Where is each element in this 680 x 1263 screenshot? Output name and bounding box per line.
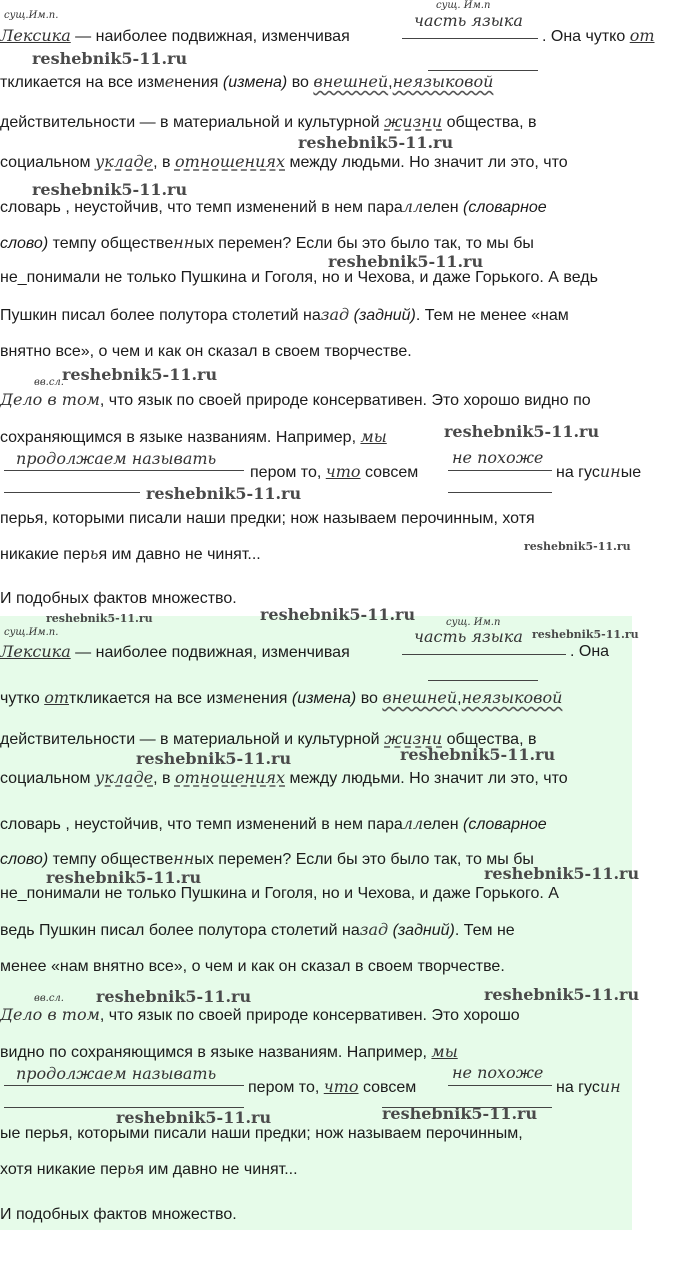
watermark: reshebnik5-11.ru [484, 864, 640, 883]
paragraph-line: действительности — в материальной и культурной жизни общества, в [0, 112, 537, 131]
paragraph-line: пером то, что совсем [248, 1077, 417, 1096]
watermark: reshebnik5-11.ru [146, 484, 302, 503]
word-otnosheniyah: отношениях [174, 768, 286, 787]
watermark: reshebnik5-11.ru [96, 987, 252, 1006]
word-ot: от [44, 688, 69, 707]
paragraph-line: словарь , неустойчив, что темп изменений в нем параллелен (словарное [0, 197, 547, 216]
word-chto: что [325, 462, 361, 481]
word-delo-v-tom: Дело в том [0, 390, 100, 409]
paragraph-line: . Она [570, 643, 610, 660]
paragraph-line: на гусин [556, 1077, 621, 1096]
word-ne-pohozhe: не похоже [452, 448, 544, 467]
annotation-intro: вв.сл. [34, 993, 64, 1004]
word-leksika: Лексика [0, 642, 71, 661]
word-prodolzhaem: продолжаем называть [16, 449, 217, 468]
paragraph-line: чутко отткликается на все изменения (измена) во внешней,неязыковой [0, 688, 563, 707]
paragraph-line: слово) темпу общественных перемен? Если бы это было так, то мы бы [0, 849, 534, 868]
answer-blank [428, 680, 538, 681]
annotation-noun-2: сущ. Им.п [436, 0, 491, 11]
word-leksika: Лексика [0, 26, 71, 45]
word-ot: от [629, 26, 655, 45]
word-chast-yazyka: часть языка [414, 627, 523, 646]
answer-blank [448, 1085, 552, 1086]
word-chast-yazyka: часть языка [414, 11, 523, 30]
paragraph-line: социальном укладе, в отношениях между людьми. Но значит ли это, что [0, 152, 568, 171]
watermark: reshebnik5-11.ru [46, 612, 153, 625]
paragraph-line: действительности — в материальной и культурной жизни общества, в [0, 729, 537, 748]
paragraph-line: Лексика — наиболее подвижная, изменчивая [0, 26, 350, 45]
paragraph-line: видно по сохраняющимся в языке названиям. Например, мы [0, 1042, 458, 1061]
word-ne-pohozhe: не похоже [452, 1063, 544, 1082]
watermark: reshebnik5-11.ru [532, 628, 639, 641]
watermark: reshebnik5-11.ru [328, 252, 484, 271]
watermark: reshebnik5-11.ru [400, 745, 556, 764]
answer-blank [402, 654, 566, 655]
annotation-noun: сущ.Им.п. [4, 10, 59, 21]
word-prodolzhaem: продолжаем называть [16, 1064, 217, 1083]
paragraph-line: не_понимали не только Пушкина и Гоголя, но и Чехова, и даже Горького. А ведь [0, 269, 598, 286]
paragraph-line: Дело в том, что язык по своей природе консервативен. Это хорошо [0, 1005, 520, 1024]
paragraph-line: сохраняющимся в языке названиям. Например, мы [0, 427, 387, 446]
watermark: reshebnik5-11.ru [46, 868, 202, 887]
watermark: reshebnik5-11.ru [524, 540, 631, 553]
paragraph-line: Дело в том, что язык по своей природе консервативен. Это хорошо видно по [0, 390, 591, 409]
watermark: reshebnik5-11.ru [116, 1108, 272, 1127]
answer-blank [448, 470, 552, 471]
annotation-noun: сущ.Им.п. [4, 627, 59, 638]
paragraph-line: Пушкин писал более полутора столетий назад (задний). Тем не менее «нам [0, 305, 569, 324]
paragraph-line: не_понимали не только Пушкина и Гоголя, но и Чехова, и даже Горького. А [0, 885, 559, 902]
word-uklade: укладе [94, 768, 154, 787]
paragraph-line: ведь Пушкин писал более полутора столетий назад (задний). Тем не [0, 920, 515, 939]
annotation-intro: вв.сл. [34, 377, 64, 388]
answer-blank [428, 70, 538, 71]
watermark: reshebnik5-11.ru [444, 422, 600, 441]
paragraph-line: никакие перья им давно не чинят... [0, 544, 261, 563]
word-uklade: укладе [94, 152, 154, 171]
word-delo-v-tom: Дело в том [0, 1005, 100, 1024]
word-neyazykovoy: неязыковой [392, 72, 494, 91]
paragraph-line: Лексика — наиболее подвижная, изменчивая [0, 642, 350, 661]
paragraph-line: слово) темпу общественных перемен? Если бы это было так, то мы бы [0, 233, 534, 252]
word-vneshney: внешней [313, 72, 389, 91]
watermark: reshebnik5-11.ru [136, 749, 292, 768]
word-zhizni: жизни [384, 729, 443, 748]
paragraph-line: ые перья, которыми писали наши предки; нож называем перочинным, [0, 1125, 523, 1142]
paragraph-line: словарь , неустойчив, что темп изменений в нем параллелен (словарное [0, 814, 547, 833]
word-chto: что [323, 1077, 359, 1096]
paragraph-line: ткликается на все изменения (измена) во внешней,неязыковой [0, 72, 494, 91]
watermark: reshebnik5-11.ru [32, 180, 188, 199]
paragraph-line: И подобных фактов множество. [0, 1206, 237, 1223]
word-vneshney: внешней [382, 688, 458, 707]
watermark: reshebnik5-11.ru [62, 365, 218, 384]
word-my: мы [360, 427, 387, 446]
watermark: reshebnik5-11.ru [260, 605, 416, 624]
paragraph-line: И подобных фактов множество. [0, 590, 237, 607]
paragraph-line: внятно все», о чем и как он сказал в своем творчестве. [0, 343, 412, 360]
word-neyazykovoy: неязыковой [461, 688, 563, 707]
watermark: reshebnik5-11.ru [382, 1104, 538, 1123]
answer-blank [402, 38, 538, 39]
watermark: reshebnik5-11.ru [484, 985, 640, 1004]
paragraph-line: . Она чутко от [542, 26, 655, 45]
answer-blank [4, 492, 140, 493]
paragraph-line: пером то, что совсем [250, 462, 419, 481]
paragraph-line: социальном укладе, в отношениях между людьми. Но значит ли это, что [0, 768, 568, 787]
paragraph-line: на гусиные [556, 462, 642, 481]
word-otnosheniyah: отношениях [174, 152, 286, 171]
answer-blank [448, 492, 552, 493]
watermark: reshebnik5-11.ru [298, 133, 454, 152]
paragraph-line: перья, которыми писали наши предки; нож называем перочинным, хотя [0, 510, 535, 527]
word-my: мы [431, 1042, 458, 1061]
answer-blank [4, 470, 244, 471]
annotation-noun-2: сущ. Им.п [446, 617, 501, 628]
paragraph-line: менее «нам внятно все», о чем и как он сказал в своем творчестве. [0, 958, 505, 975]
answer-blank [4, 1085, 244, 1086]
paragraph-line: хотя никакие перья им давно не чинят... [0, 1159, 298, 1178]
watermark: reshebnik5-11.ru [32, 49, 188, 68]
word-zhizni: жизни [384, 112, 443, 131]
